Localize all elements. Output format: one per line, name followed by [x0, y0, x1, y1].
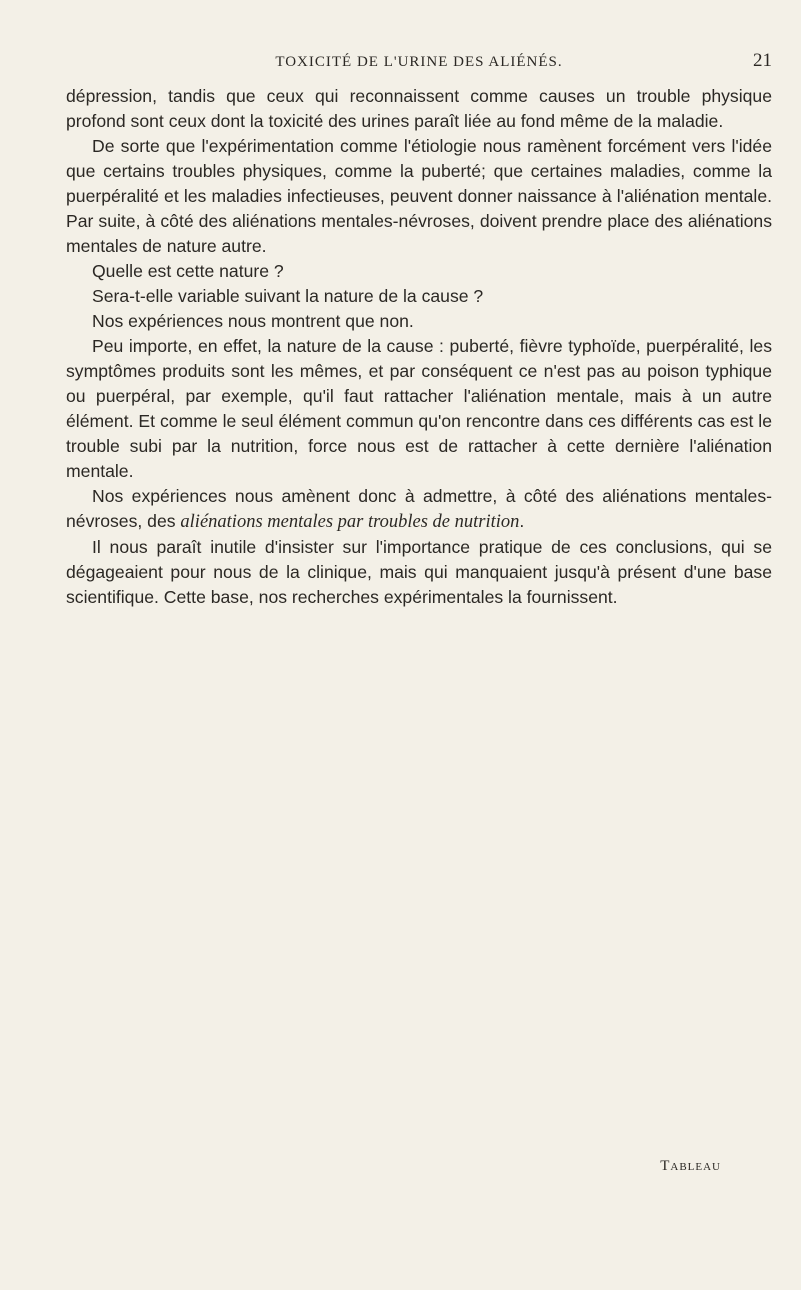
catchword: Tableau — [660, 1158, 721, 1174]
paragraph-7-emphasis: aliénations mentales par troubles de nutrition — [180, 512, 520, 532]
paragraph-2: De sorte que l'expérimentation comme l'étiologie nous ramènent forcément vers l'idée que certains troubles physiques, comme la puberté; que certaines maladies, comme la puerpéralité et les maladies infectieuses, peuvent donner naissance à l'aliénation mentale. Par suite, à côté des aliénations mentales-névroses, doivent prendre place des aliénations mentales de nature autre. — [66, 136, 772, 256]
body-text — [66, 84, 772, 610]
paragraph-8: Il nous paraît inutile d'insister sur l'importance pratique de ces conclusions, qui se dégageaient pour nous de la clinique, mais qui manquaient jusqu'à présent d'une base scientifique. Cette base, nos recherches expérimentales la fournissent. — [66, 537, 772, 607]
paragraph-5: Nos expériences nous montrent que non. — [92, 311, 414, 331]
running-head — [66, 50, 772, 78]
running-title: TOXICITÉ DE L'URINE DES ALIÉNÉS. — [275, 54, 563, 70]
paragraph-7-after: . — [519, 511, 525, 531]
paragraph-7-before: Nos expériences nous amènent donc à admettre, à côté des aliénations mentales-névroses, des — [66, 486, 772, 531]
paragraph-7 — [66, 484, 772, 535]
page-number: 21 — [753, 50, 772, 71]
paragraph-3: Quelle est cette nature ? — [92, 261, 284, 281]
paragraph-4: Sera-t-elle variable suivant la nature de la cause ? — [92, 286, 484, 306]
paragraph-1: dépression, tandis que ceux qui reconnaissent comme causes un trouble physique profond sont ceux dont la toxicité des urines paraît liée au fond même de la maladie. — [66, 86, 772, 131]
paragraph-6: Peu importe, en effet, la nature de la cause : puberté, fièvre typhoïde, puerpéralité, les symptômes produits sont les mêmes, et par conséquent ce n'est pas au poison typhique ou puerpéral, par exemple, qu'il faut rattacher l'aliénation mentale, mais à un autre élément. Et comme le seul élément commun qu'on rencontre dans ces différents cas est le trouble subi par la nutrition, force nous est de rattacher à cette dernière l'aliénation mentale. — [66, 336, 772, 481]
